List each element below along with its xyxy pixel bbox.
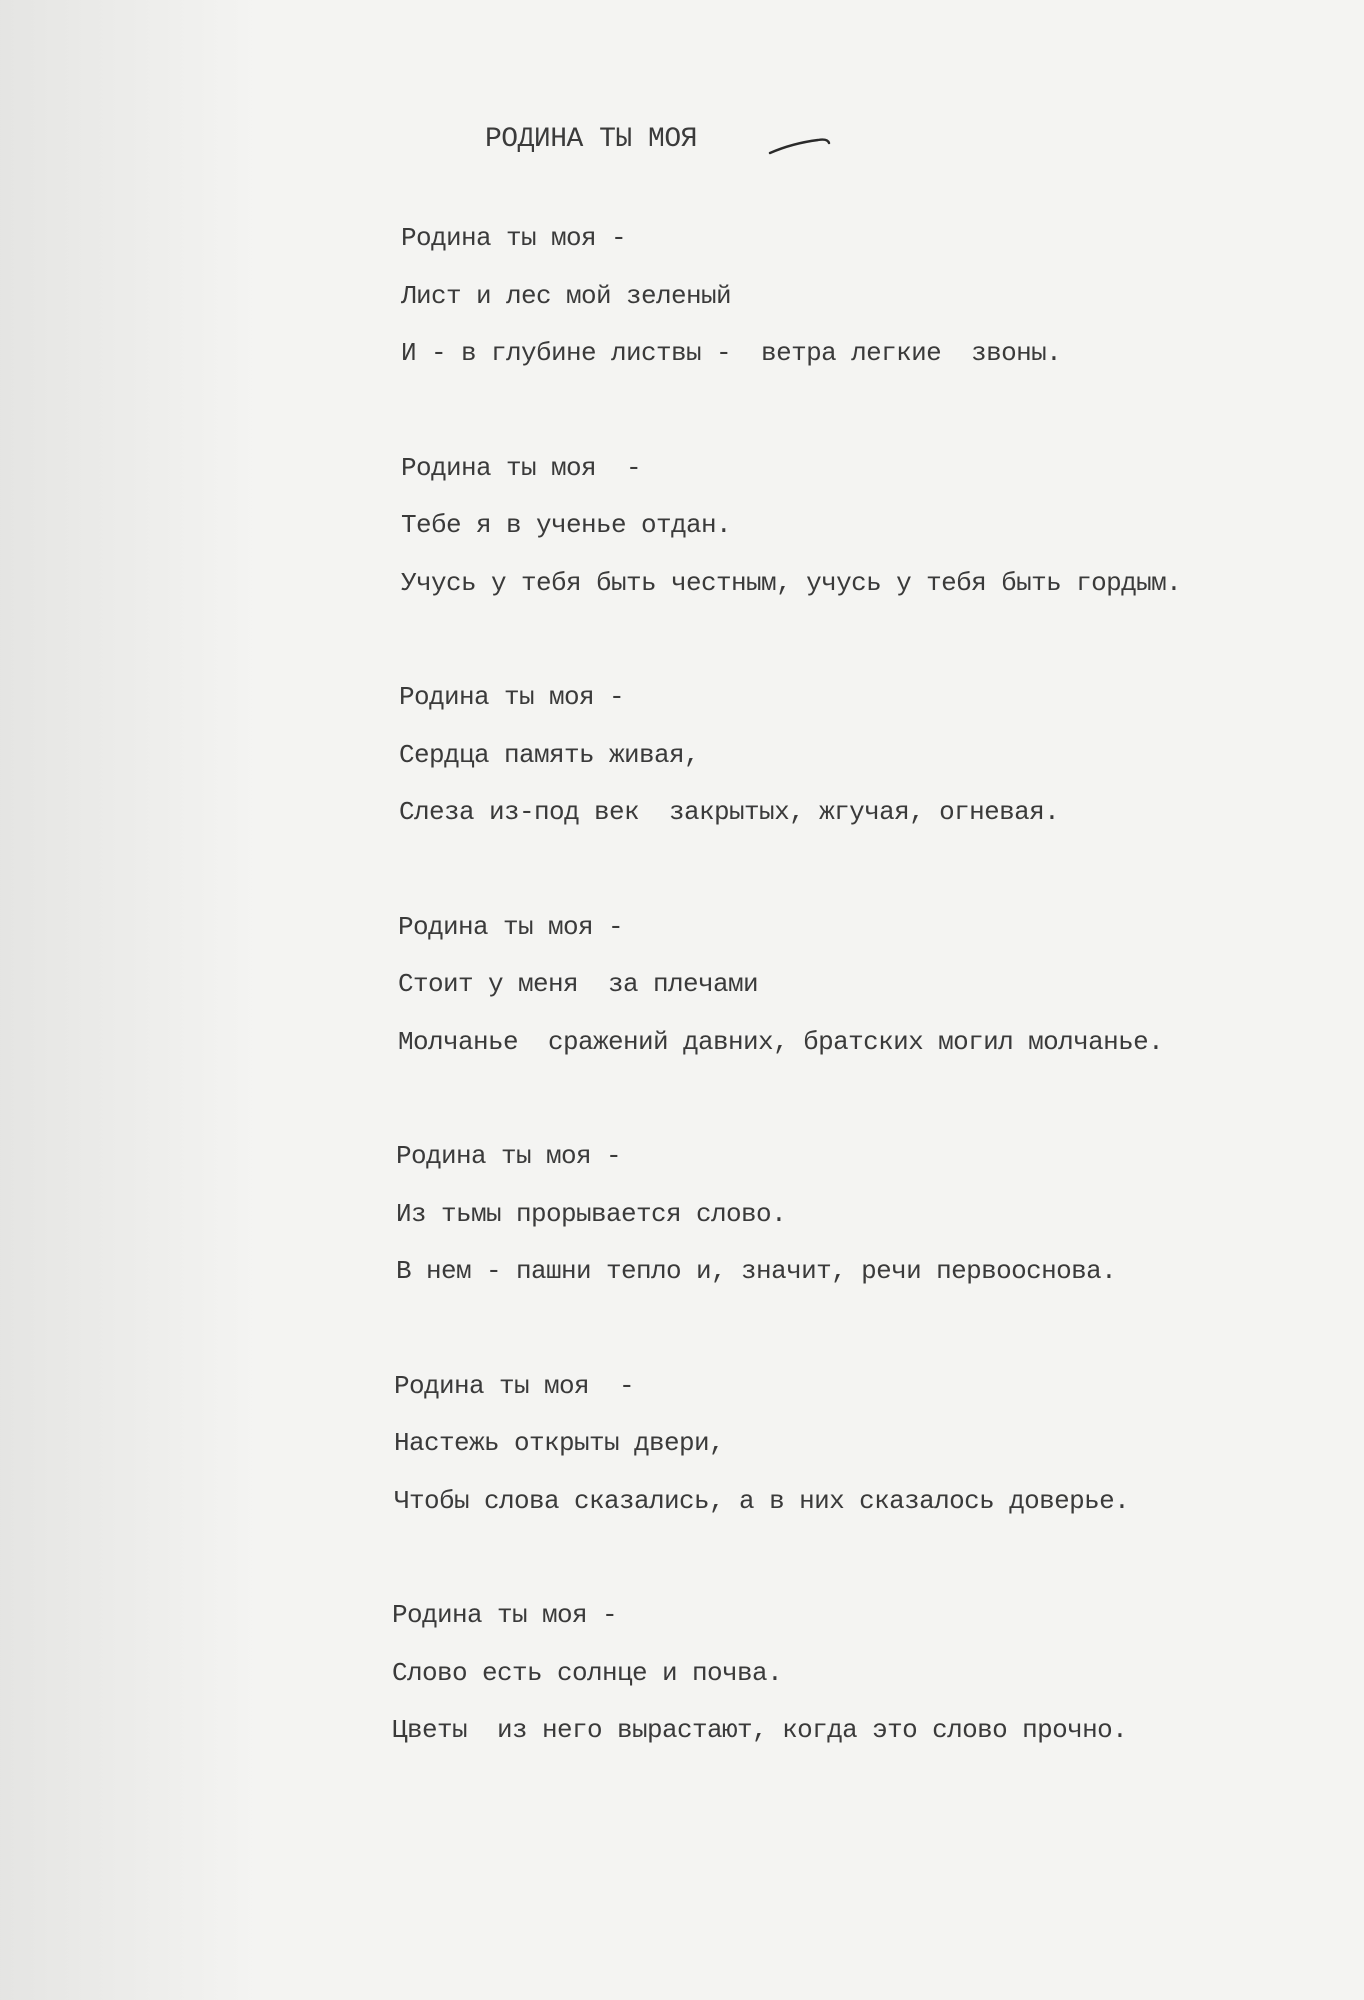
poem-line: Родина ты моя - (399, 682, 625, 712)
poem-line: И - в глубине листвы - ветра легкие звоны. (401, 338, 1062, 368)
stanza (398, 669, 1318, 842)
poem-line: Родина ты моя - (401, 452, 642, 483)
handwritten-dash-mark (768, 134, 832, 158)
poem-line: В нем - пашни тепло и, значит, речи первооснова. (396, 1256, 1117, 1286)
poem-line: Родина ты моя - (394, 1370, 635, 1401)
poem-line: Сердца память живая, (399, 739, 700, 770)
poem-line: Чтобы слова сказались, а в них сказалось доверье. (394, 1485, 1130, 1516)
poem-line: Лист и лес мой зеленый (401, 280, 732, 311)
poem-line: Цветы из него вырастают, когда это слово прочно. (392, 1715, 1128, 1745)
poem-line: Настежь открыты двери, (394, 1428, 725, 1458)
poem-line: Родина ты моя - (398, 911, 624, 942)
stanza (394, 1358, 1318, 1531)
stanza (398, 210, 1318, 383)
stanza (398, 1128, 1318, 1301)
poem-line: Слеза из-под век закрытых, жгучая, огневая. (399, 797, 1060, 827)
poem-line: Из тьмы прорывается слово. (396, 1198, 787, 1229)
poem-title: РОДИНА ТЫ МОЯ (485, 124, 697, 155)
poem-line: Родина ты моя - (392, 1600, 618, 1630)
poem-line: Тебе я в ученье отдан. (401, 510, 732, 540)
stanza (398, 440, 1318, 613)
poem-line: Молчанье сражений давних, братских могил молчанье. (398, 1026, 1164, 1057)
stanza (392, 1587, 1318, 1760)
poem-line: Стоит у меня за плечами (398, 969, 759, 999)
poem-body (392, 210, 1318, 1817)
poem-line: Учусь у тебя быть честным, учусь у тебя быть гордым. (401, 567, 1182, 598)
poem-line: Родина ты моя - (401, 223, 627, 253)
stanza (398, 899, 1318, 1072)
poem-line: Родина ты моя - (396, 1141, 622, 1171)
poem-line: Слово есть солнце и почва. (392, 1657, 783, 1688)
